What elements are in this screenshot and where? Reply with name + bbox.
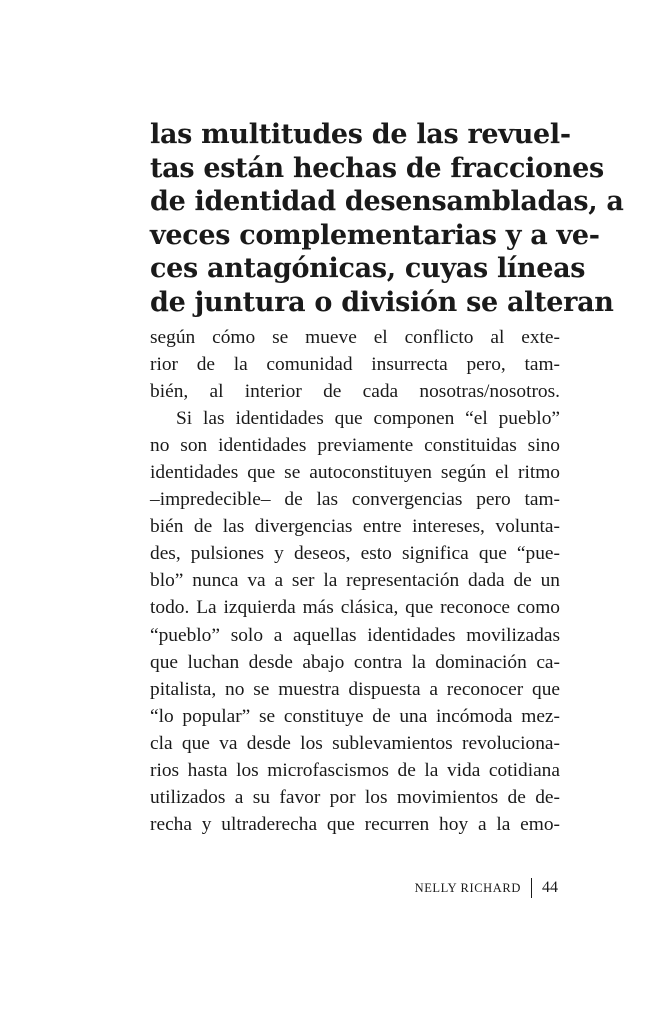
body-line: rior de la comunidad insurrecta pero, tam- — [150, 354, 560, 376]
body-line: rios hasta los microfascismos de la vida cotidiana — [150, 759, 560, 781]
pull-quote-line: de juntura o división se alteran — [150, 286, 614, 318]
body-line: des, pulsiones y deseos, esto significa que “pue- — [150, 543, 560, 565]
page-number: 44 — [542, 879, 558, 896]
body-line: blo” nunca va a ser la representación dada de un — [150, 570, 560, 592]
running-footer-author: NELLY RICHARD — [414, 880, 521, 895]
body-line: identidades que se autoconstituyen según el ritmo — [150, 462, 560, 484]
body-line: “lo popular” se constituye de una incómoda mez- — [150, 705, 560, 727]
body-line: bién de las divergencias entre intereses, volunta- — [150, 516, 560, 538]
pull-quote-line: veces complementarias y a ve- — [150, 219, 600, 251]
body-line: utilizados a su favor por los movimientos de de- — [150, 786, 560, 808]
paragraph-start-line: Si las identidades que componen “el pueblo” — [176, 408, 560, 430]
body-line: –impredecible– de las convergencias pero tam- — [150, 489, 560, 511]
body-text — [150, 324, 560, 838]
body-line: “pueblo” solo a aquellas identidades movilizadas — [150, 624, 560, 646]
pull-quote-line: de identidad desensambladas, a — [150, 186, 624, 217]
body-line: todo. La izquierda más clásica, que reconoce como — [150, 597, 560, 619]
body-line: bién, al interior de cada nosotras/nosotros. — [150, 381, 560, 403]
body-line: según cómo se mueve el conflicto al exte- — [150, 327, 560, 348]
pull-quote-line: tas están hechas de fracciones — [150, 152, 604, 184]
footer-divider — [531, 878, 532, 898]
body-line: no son identidades previamente constituidas sino — [150, 435, 560, 457]
body-line: recha y ultraderecha que recurren hoy a la emo- — [150, 813, 560, 835]
pull-quote-line: las multitudes de las revuel- — [150, 119, 571, 150]
pull-quote — [150, 118, 624, 319]
body-line: que luchan desde abajo contra la dominación ca- — [150, 651, 560, 673]
body-line: cla que va desde los sublevamientos revoluciona- — [150, 732, 560, 754]
body-line: pitalista, no se muestra dispuesta a reconocer que — [150, 678, 560, 700]
page-footer — [415, 878, 558, 898]
page-content — [150, 118, 624, 838]
pull-quote-line: ces antagónicas, cuyas líneas — [150, 253, 586, 284]
